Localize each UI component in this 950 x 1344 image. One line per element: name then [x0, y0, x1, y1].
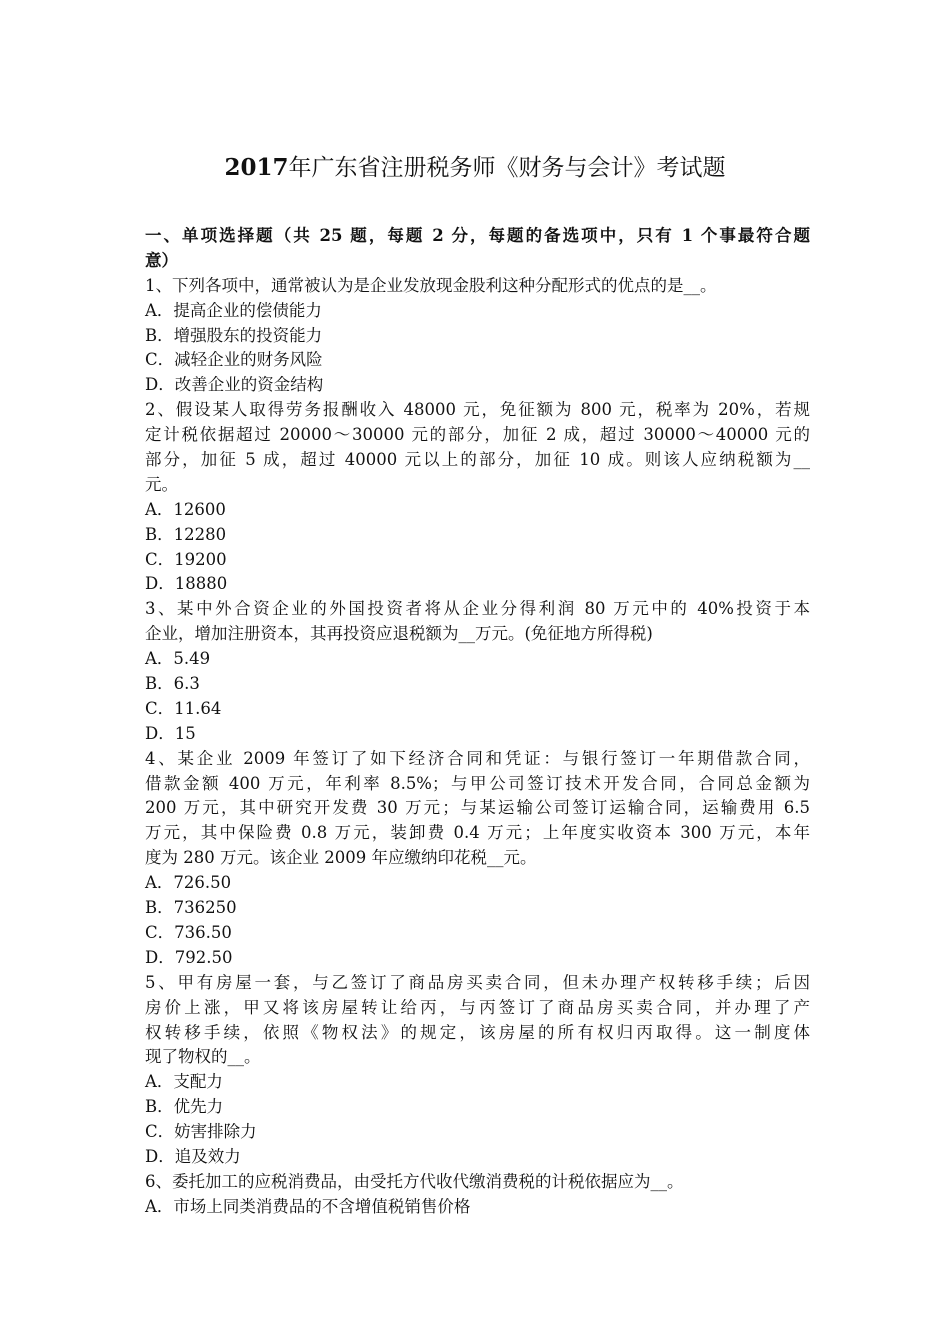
- question-2: [145, 398, 810, 597]
- title-text: 年广东省注册税务师《财务与会计》考试题: [288, 155, 726, 181]
- question-5: [145, 971, 810, 1170]
- answer-option: B．6.3: [145, 674, 200, 694]
- question-stem-line: 企业，增加注册资本，其再投资应退税额为__万元。(免征地方所得税): [145, 624, 653, 644]
- question-4: [145, 747, 810, 971]
- document-body: [145, 224, 810, 1220]
- section-heading-line: 一、单项选择题（共 25 题，每题 2 分，每题的备选项中，只有 1 个事最符合题: [145, 226, 810, 245]
- question-1: [145, 274, 810, 398]
- answer-option: B．增强股东的投资能力: [145, 325, 323, 345]
- question-stem-line: 定计税依据超过 20000～30000 元的部分，加征 2 成，超过 30000～40000 元的: [145, 425, 810, 445]
- answer-option: A．5.49: [145, 649, 211, 669]
- answer-option: C．736.50: [145, 922, 232, 942]
- question-stem-line: 元。: [145, 474, 178, 494]
- question-stem-line: 权转移手续，依照《物权法》的规定，该房屋的所有权归丙取得。这一制度体: [145, 1022, 810, 1042]
- question-stem-line: 6、委托加工的应税消费品，由受托方代收代缴消费税的计税依据应为__。: [145, 1171, 684, 1191]
- question-stem-line: 1、下列各项中，通常被认为是企业发放现金股利这种分配形式的优点的是__。: [145, 275, 717, 295]
- question-stem-line: 4、某企业 2009 年签订了如下经济合同和凭证：与银行签订一年期借款合同，: [145, 748, 810, 768]
- section-heading-line: 意）: [145, 250, 178, 270]
- answer-option: A．提高企业的偿债能力: [145, 300, 322, 320]
- answer-option: D．18880: [145, 574, 228, 594]
- question-stem-line: 2、假设某人取得劳务报酬收入 48000 元，免征额为 800 元，税率为 20%，若规: [145, 400, 810, 420]
- answer-option: B．736250: [145, 898, 237, 918]
- question-stem-line: 借款金额 400 万元，年利率 8.5%；与甲公司签订技术开发合同，合同总金额为: [145, 773, 810, 793]
- section-heading: [145, 224, 810, 274]
- answer-option: A．12600: [145, 499, 226, 519]
- answer-option: C．妨害排除力: [145, 1122, 257, 1142]
- question-stem-line: 度为 280 万元。该企业 2009 年应缴纳印花税__元。: [145, 848, 537, 868]
- title-year: 2017: [224, 154, 289, 181]
- answer-option: D．792.50: [145, 947, 233, 967]
- answer-option: C．19200: [145, 549, 227, 569]
- answer-option: B．优先力: [145, 1097, 224, 1117]
- page-title: [0, 150, 950, 186]
- answer-option: C．减轻企业的财务风险: [145, 350, 323, 370]
- answer-option: D．追及效力: [145, 1146, 241, 1166]
- question-stem-line: 部分，加征 5 成，超过 40000 元以上的部分，加征 10 成。则该人应纳税额为__: [145, 450, 810, 470]
- question-stem-line: 3、某中外合资企业的外国投资者将从企业分得利润 80 万元中的 40%投资于本: [145, 599, 810, 619]
- answer-option: B．12280: [145, 524, 227, 544]
- question-stem-line: 房价上涨，甲又将该房屋转让给丙，与丙签订了商品房买卖合同，并办理了产: [145, 997, 810, 1017]
- question-6: [145, 1170, 810, 1220]
- question-stem-line: 万元，其中保险费 0.8 万元，装卸费 0.4 万元；上年度实收资本 300 万元，本年: [145, 823, 810, 843]
- answer-option: A．支配力: [145, 1072, 223, 1092]
- answer-option: C．11.64: [145, 698, 222, 718]
- question-stem-line: 现了物权的__。: [145, 1047, 261, 1067]
- answer-option: D．15: [145, 723, 196, 743]
- question-stem-line: 200 万元，其中研究开发费 30 万元；与某运输公司签订运输合同，运输费用 6.5: [145, 798, 810, 818]
- question-stem-line: 5、甲有房屋一套，与乙签订了商品房买卖合同，但未办理产权转移手续；后因: [145, 972, 810, 992]
- answer-option: A．726.50: [145, 873, 232, 893]
- answer-option: A．市场上同类消费品的不含增值税销售价格: [145, 1196, 471, 1216]
- answer-option: D．改善企业的资金结构: [145, 375, 324, 395]
- question-3: [145, 597, 810, 746]
